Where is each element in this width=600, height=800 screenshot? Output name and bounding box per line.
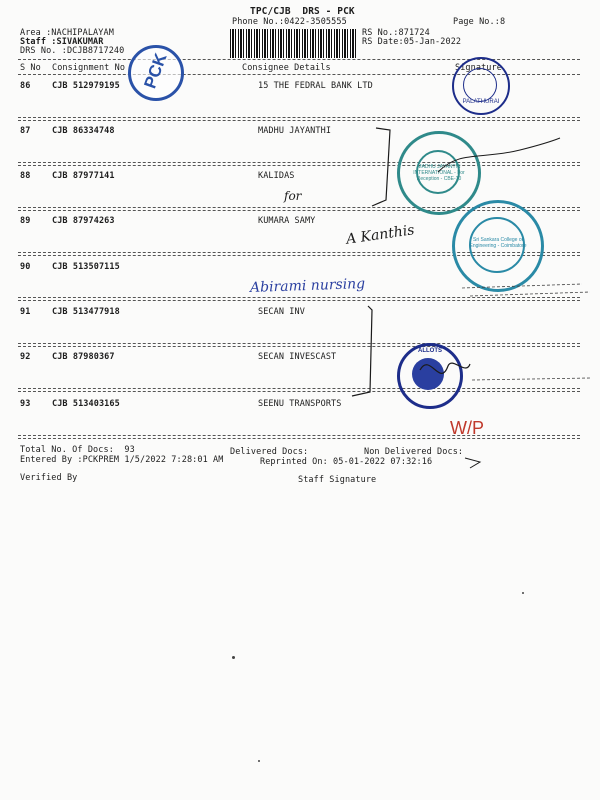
row-sno: 88 bbox=[20, 171, 31, 181]
row-consignment: CJB 86334748 bbox=[52, 126, 115, 136]
signature-mark bbox=[438, 138, 560, 172]
scan-speck bbox=[522, 592, 524, 594]
madhu-jayanthi-stamp-text: MADHU JAYANTHI INTERNATIONAL - For Reception - CBE-10 bbox=[413, 164, 465, 182]
document-title: TPC/CJB DRS - PCK bbox=[250, 6, 355, 17]
handwritten-for: for bbox=[284, 189, 302, 203]
allots-stamp-text: ALLOTS bbox=[418, 348, 442, 354]
col-consignment: Consignment No bbox=[52, 63, 126, 73]
row-sno: 93 bbox=[20, 399, 31, 409]
col-consignee: Consignee Details bbox=[242, 63, 331, 73]
staff-field: Staff :SIVAKUMAR bbox=[20, 37, 104, 47]
total-docs: Total No. Of Docs: 93 bbox=[20, 445, 135, 455]
entered-by: Entered By :PCKPREM 1/5/2022 7:28:01 AM bbox=[20, 455, 224, 465]
row-consignee: 15 THE FEDRAL BANK LTD bbox=[258, 81, 373, 91]
drs-number: DRS No. :DCJB8717240 bbox=[20, 46, 125, 56]
row-sno: 89 bbox=[20, 216, 31, 226]
row-consignee: KALIDAS bbox=[258, 171, 295, 181]
row-sno: 90 bbox=[20, 262, 31, 272]
col-signature: Signature bbox=[455, 63, 502, 73]
verified-by: Verified By bbox=[20, 473, 78, 483]
bracket-mark bbox=[352, 306, 372, 396]
pck-stamp-text: PCK bbox=[140, 50, 171, 91]
college-stamp-text: Sri Sankara College of Engineering - Coimbatore bbox=[469, 237, 527, 249]
handwritten-signature: A Kanthis bbox=[345, 222, 416, 248]
row-consignment: CJB 513403165 bbox=[52, 399, 120, 409]
reprinted-on: Reprinted On: 05-01-2022 07:32:16 bbox=[260, 457, 433, 467]
row-sno: 92 bbox=[20, 352, 31, 362]
row-consignee: KUMARA SAMY bbox=[258, 216, 316, 226]
handwritten-wp: W/P bbox=[450, 418, 484, 438]
rs-number: RS No.:871724 bbox=[362, 28, 430, 38]
row-sno: 86 bbox=[20, 81, 31, 91]
handwritten-abirami: Abirami nursing bbox=[249, 275, 366, 297]
row-consignment: CJB 87977141 bbox=[52, 171, 115, 181]
bracket-mark bbox=[372, 128, 390, 206]
page-number: Page No.:8 bbox=[453, 17, 506, 27]
row-sno: 91 bbox=[20, 307, 31, 317]
col-sno: S No bbox=[20, 63, 41, 73]
staff-signature: Staff Signature bbox=[298, 475, 377, 485]
area-field: Area :NACHIPALAYAM bbox=[20, 28, 114, 38]
non-delivered-docs: Non Delivered Docs: bbox=[364, 447, 464, 457]
row-consignment: CJB 87974263 bbox=[52, 216, 115, 226]
row-consignment: CJB 513477918 bbox=[52, 307, 120, 317]
row-consignee: MADHU JAYANTHI bbox=[258, 126, 332, 136]
signature-mark bbox=[420, 363, 470, 373]
row-consignment: CJB 513507115 bbox=[52, 262, 120, 272]
palathurai-stamp-text: PALATHURAI bbox=[462, 99, 500, 105]
row-consignment: CJB 512979195 bbox=[52, 81, 120, 91]
row-consignee: SECAN INVESCAST bbox=[258, 352, 337, 362]
signature-mark bbox=[465, 458, 480, 468]
row-sno: 87 bbox=[20, 126, 31, 136]
rs-date: RS Date:05-Jan-2022 bbox=[362, 37, 462, 47]
signature-mark bbox=[462, 284, 590, 296]
row-consignment: CJB 87980367 bbox=[52, 352, 115, 362]
row-consignee: SEENU TRANSPORTS bbox=[258, 399, 342, 409]
row-consignee: SECAN INV bbox=[258, 307, 305, 317]
signature-mark bbox=[472, 378, 590, 380]
scan-speck bbox=[258, 760, 260, 762]
phone-number: Phone No.:0422-3505555 bbox=[232, 17, 347, 27]
scan-speck bbox=[232, 656, 235, 659]
delivered-docs: Delivered Docs: bbox=[230, 447, 309, 457]
